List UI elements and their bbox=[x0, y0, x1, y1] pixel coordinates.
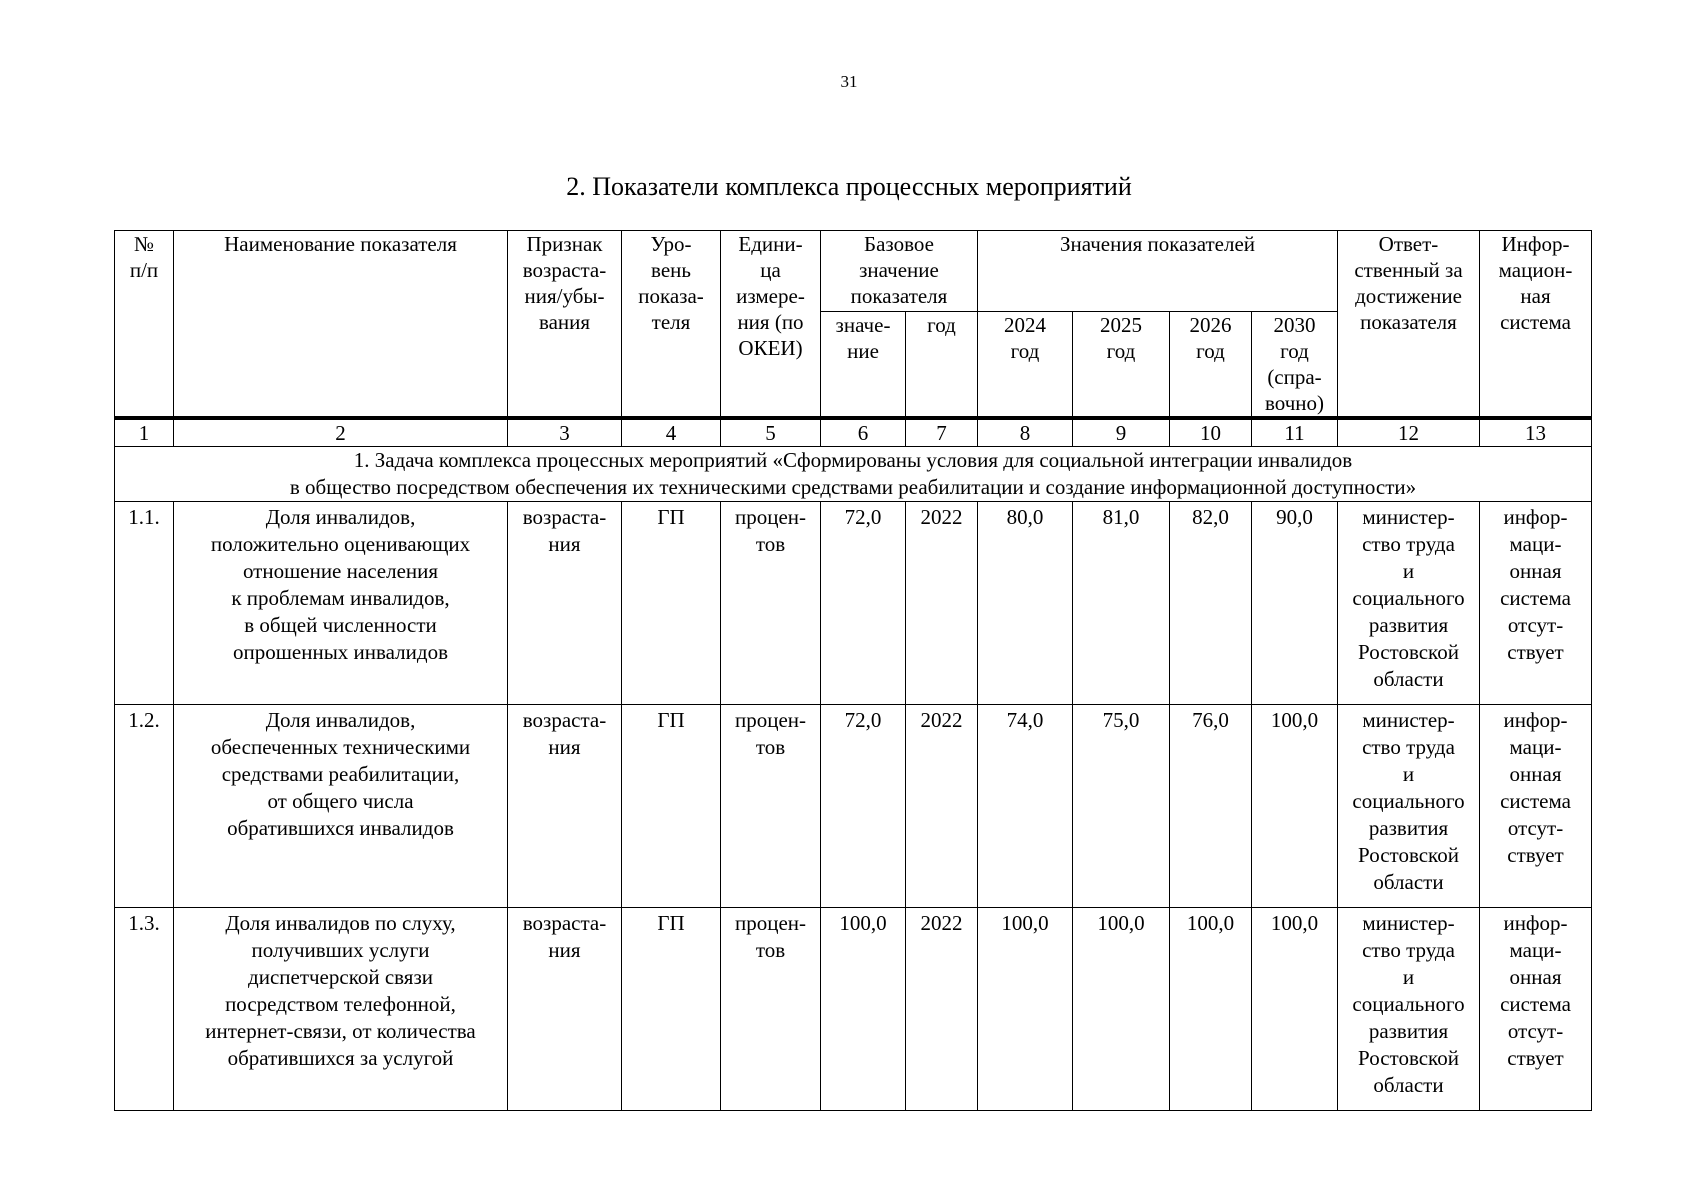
section-title: 2. Показатели комплекса процессных мероприятий bbox=[566, 172, 1132, 201]
column-number: 6 bbox=[821, 418, 906, 447]
header-base-value: значе- ние bbox=[821, 312, 906, 419]
column-number-row bbox=[115, 418, 1592, 447]
base-value: 100,0 bbox=[821, 908, 906, 1111]
header-name: Наименование показателя bbox=[174, 231, 508, 419]
header-year-2030: 2030 год (спра- вочно) bbox=[1252, 312, 1338, 419]
task-title: 1. Задача комплекса процессных мероприятий «Сформированы условия для социальной интеграции инвалидов в общество посредством обеспечения их техническими средствами реабилитации и создание информационной доступности» bbox=[115, 447, 1592, 502]
value-2026: 100,0 bbox=[1170, 908, 1252, 1111]
column-number: 5 bbox=[721, 418, 821, 447]
base-value: 72,0 bbox=[821, 705, 906, 908]
trend-sign: возраста- ния bbox=[508, 502, 622, 705]
header-num: № п/п bbox=[115, 231, 174, 419]
responsible-body: министер- ство труда и социального развития Ростовской области bbox=[1338, 908, 1480, 1111]
table-row bbox=[115, 908, 1592, 1111]
responsible-body: министер- ство труда и социального развития Ростовской области bbox=[1338, 705, 1480, 908]
measure-unit: процен- тов bbox=[721, 908, 821, 1111]
value-2025: 81,0 bbox=[1073, 502, 1170, 705]
value-2030: 100,0 bbox=[1252, 908, 1338, 1111]
header-year-2026: 2026 год bbox=[1170, 312, 1252, 419]
value-2026: 82,0 bbox=[1170, 502, 1252, 705]
column-number: 8 bbox=[978, 418, 1073, 447]
header-unit: Едини- ца измере- ния (по ОКЕИ) bbox=[721, 231, 821, 419]
information-system: инфор- маци- онная система отсут- ствует bbox=[1480, 908, 1592, 1111]
column-number: 13 bbox=[1480, 418, 1592, 447]
indicator-level: ГП bbox=[622, 502, 721, 705]
row-number: 1.1. bbox=[115, 502, 174, 705]
task-row bbox=[115, 447, 1592, 502]
column-number: 1 bbox=[115, 418, 174, 447]
indicator-level: ГП bbox=[622, 908, 721, 1111]
value-2025: 100,0 bbox=[1073, 908, 1170, 1111]
page-number: 31 bbox=[840, 72, 858, 91]
column-number: 4 bbox=[622, 418, 721, 447]
base-year: 2022 bbox=[906, 502, 978, 705]
table-row bbox=[115, 502, 1592, 705]
header-level: Уро- вень показа- теля bbox=[622, 231, 721, 419]
value-2030: 100,0 bbox=[1252, 705, 1338, 908]
column-number: 9 bbox=[1073, 418, 1170, 447]
row-number: 1.3. bbox=[115, 908, 174, 1111]
information-system: инфор- маци- онная система отсут- ствует bbox=[1480, 502, 1592, 705]
base-year: 2022 bbox=[906, 908, 978, 1111]
table-row bbox=[115, 705, 1592, 908]
base-year: 2022 bbox=[906, 705, 978, 908]
header-base-year: год bbox=[906, 312, 978, 419]
information-system: инфор- маци- онная система отсут- ствует bbox=[1480, 705, 1592, 908]
header-year-2025: 2025 год bbox=[1073, 312, 1170, 419]
column-number: 3 bbox=[508, 418, 622, 447]
measure-unit: процен- тов bbox=[721, 705, 821, 908]
header-sign: Признак возраста- ния/убы- вания bbox=[508, 231, 622, 419]
trend-sign: возраста- ния bbox=[508, 705, 622, 908]
header-infosys: Инфор- мацион- ная система bbox=[1480, 231, 1592, 419]
header-responsible: Ответ- ственный за достижение показателя bbox=[1338, 231, 1480, 419]
value-2024: 100,0 bbox=[978, 908, 1073, 1111]
indicator-name: Доля инвалидов, обеспеченных техническими средствами реабилитации, от общего числа обратившихся инвалидов bbox=[174, 705, 508, 908]
column-number: 7 bbox=[906, 418, 978, 447]
value-2024: 80,0 bbox=[978, 502, 1073, 705]
indicator-level: ГП bbox=[622, 705, 721, 908]
responsible-body: министер- ство труда и социального развития Ростовской области bbox=[1338, 502, 1480, 705]
header-year-2024: 2024 год bbox=[978, 312, 1073, 419]
row-number: 1.2. bbox=[115, 705, 174, 908]
column-number: 10 bbox=[1170, 418, 1252, 447]
base-value: 72,0 bbox=[821, 502, 906, 705]
indicator-name: Доля инвалидов по слуху, получивших услуги диспетчерской связи посредством телефонной, интернет-связи, от количества обратившихся за услугой bbox=[174, 908, 508, 1111]
indicators-table bbox=[114, 230, 1592, 1111]
value-2024: 74,0 bbox=[978, 705, 1073, 908]
header-row-1 bbox=[115, 231, 1592, 312]
column-number: 12 bbox=[1338, 418, 1480, 447]
value-2026: 76,0 bbox=[1170, 705, 1252, 908]
header-values: Значения показателей bbox=[978, 231, 1338, 312]
value-2030: 90,0 bbox=[1252, 502, 1338, 705]
measure-unit: процен- тов bbox=[721, 502, 821, 705]
column-number: 2 bbox=[174, 418, 508, 447]
value-2025: 75,0 bbox=[1073, 705, 1170, 908]
column-number: 11 bbox=[1252, 418, 1338, 447]
trend-sign: возраста- ния bbox=[508, 908, 622, 1111]
indicator-name: Доля инвалидов, положительно оценивающих отношение населения к проблемам инвалидов, в общей численности опрошенных инвалидов bbox=[174, 502, 508, 705]
header-base: Базовое значение показателя bbox=[821, 231, 978, 312]
